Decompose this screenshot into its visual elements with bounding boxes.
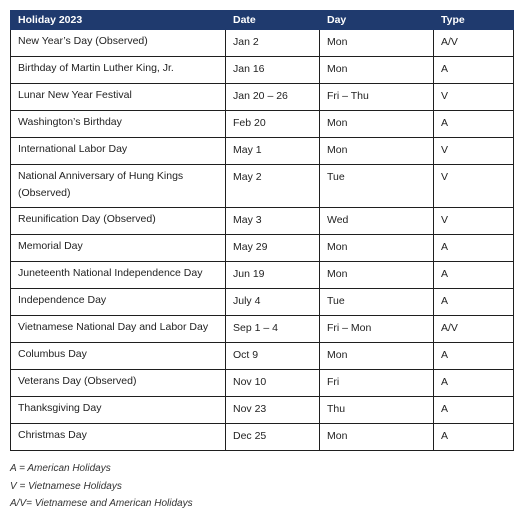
holiday-type: A: [434, 262, 514, 289]
holiday-date: Jun 19: [226, 262, 320, 289]
holiday-day: Tue: [320, 289, 434, 316]
holiday-date: Feb 20: [226, 111, 320, 138]
holiday-name: National Anniversary of Hung Kings (Observed): [11, 165, 226, 208]
holiday-type: A: [434, 235, 514, 262]
holiday-type: A: [434, 289, 514, 316]
holiday-date: Nov 10: [226, 370, 320, 397]
table-row: [11, 262, 514, 289]
holiday-date: Dec 25: [226, 424, 320, 451]
holiday-name: Thanksgiving Day: [11, 397, 226, 424]
holiday-date: Nov 23: [226, 397, 320, 424]
legend-both: A/V= Vietnamese and American Holidays: [10, 498, 193, 509]
holiday-day: Mon: [320, 262, 434, 289]
holiday-name: Christmas Day: [11, 424, 226, 451]
holiday-name: Juneteenth National Independence Day: [11, 262, 226, 289]
holiday-name: International Labor Day: [11, 138, 226, 165]
holiday-type: A: [434, 370, 514, 397]
legend-american: A = American Holidays: [10, 463, 111, 474]
holiday-type: A: [434, 111, 514, 138]
holiday-type: V: [434, 138, 514, 165]
holiday-day: Fri – Thu: [320, 84, 434, 111]
holiday-name: New Year’s Day (Observed): [11, 30, 226, 57]
holiday-type: V: [434, 165, 514, 208]
holiday-name: Veterans Day (Observed): [11, 370, 226, 397]
holiday-date: May 2: [226, 165, 320, 208]
holiday-day: Mon: [320, 57, 434, 84]
holiday-date: Oct 9: [226, 343, 320, 370]
holiday-day: Mon: [320, 30, 434, 57]
holiday-day: Mon: [320, 343, 434, 370]
table-row: [11, 424, 514, 451]
holiday-date: Jan 16: [226, 57, 320, 84]
holiday-name: Birthday of Martin Luther King, Jr.: [11, 57, 226, 84]
table-row: [11, 316, 514, 343]
holiday-day: Fri: [320, 370, 434, 397]
holiday-type: A: [434, 343, 514, 370]
holiday-date: Jan 20 – 26: [226, 84, 320, 111]
holiday-table: [10, 10, 514, 451]
holiday-type: V: [434, 208, 514, 235]
table-row: [11, 111, 514, 138]
holiday-day: Thu: [320, 397, 434, 424]
holiday-type: A: [434, 57, 514, 84]
header-holiday: Holiday 2023: [11, 11, 226, 30]
holiday-name: Independence Day: [11, 289, 226, 316]
table-row: [11, 343, 514, 370]
holiday-date: July 4: [226, 289, 320, 316]
holiday-date: May 3: [226, 208, 320, 235]
holiday-name: Reunification Day (Observed): [11, 208, 226, 235]
holiday-date: May 29: [226, 235, 320, 262]
table-row: [11, 138, 514, 165]
header-type: Type: [434, 11, 514, 30]
holiday-date: May 1: [226, 138, 320, 165]
holiday-type: V: [434, 84, 514, 111]
holiday-day: Mon: [320, 138, 434, 165]
table-body: [11, 30, 514, 451]
holiday-name: Memorial Day: [11, 235, 226, 262]
holiday-type: A/V: [434, 30, 514, 57]
legend: [10, 460, 193, 513]
holiday-day: Mon: [320, 424, 434, 451]
holiday-type: A: [434, 397, 514, 424]
holiday-date: Jan 2: [226, 30, 320, 57]
table-row: [11, 165, 514, 208]
holiday-day: Tue: [320, 165, 434, 208]
holiday-day: Mon: [320, 111, 434, 138]
holiday-day: Wed: [320, 208, 434, 235]
table-row: [11, 57, 514, 84]
holiday-type: A/V: [434, 316, 514, 343]
holiday-type: A: [434, 424, 514, 451]
holiday-name: Lunar New Year Festival: [11, 84, 226, 111]
header-row: [11, 11, 514, 30]
holiday-name: Vietnamese National Day and Labor Day: [11, 316, 226, 343]
table-row: [11, 84, 514, 111]
table-row: [11, 235, 514, 262]
holiday-name: Columbus Day: [11, 343, 226, 370]
header-day: Day: [320, 11, 434, 30]
holiday-day: Mon: [320, 235, 434, 262]
table-row: [11, 208, 514, 235]
holiday-date: Sep 1 – 4: [226, 316, 320, 343]
holiday-day: Fri – Mon: [320, 316, 434, 343]
table-row: [11, 30, 514, 57]
legend-vietnamese: V = Vietnamese Holidays: [10, 480, 122, 492]
table-row: [11, 370, 514, 397]
table-row: [11, 397, 514, 424]
table-header: [11, 11, 514, 30]
table-row: [11, 289, 514, 316]
holiday-name: Washington’s Birthday: [11, 111, 226, 138]
header-date: Date: [226, 11, 320, 30]
